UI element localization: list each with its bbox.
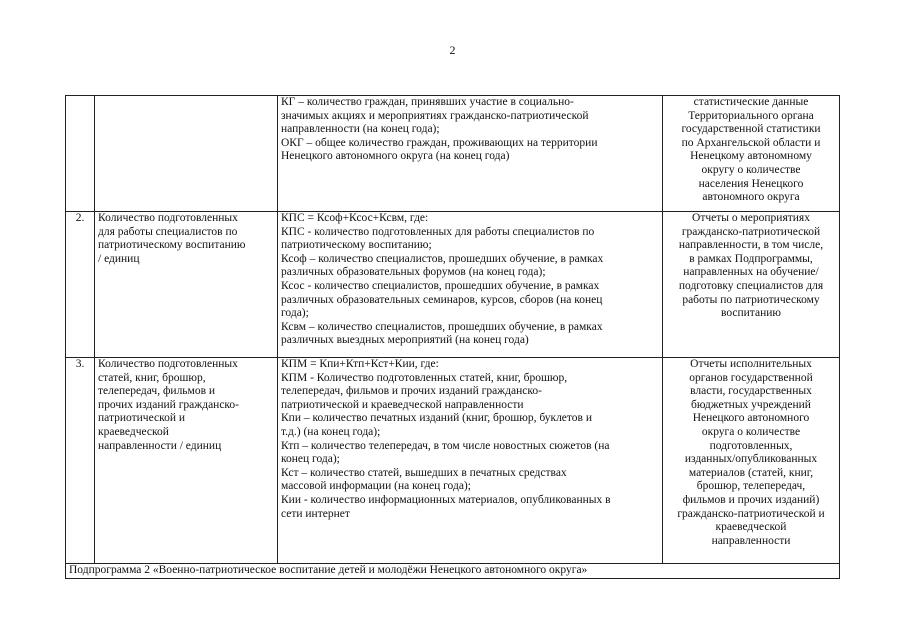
source-line: направленных на обучение/ — [683, 266, 819, 279]
source-line: округа о количестве — [701, 425, 801, 438]
table-row — [66, 96, 840, 212]
formula-line: Кпи – количество печатных изданий (книг, брошюр, буклетов и — [281, 412, 592, 425]
indicator-cell — [95, 358, 278, 564]
formula-line: КПС - количество подготовленных для работы специалистов по — [281, 225, 595, 238]
source-line: подготовку специалистов для — [678, 279, 824, 292]
formula-line: различных образовательных семинаров, курсов, сборов (на конец — [281, 293, 603, 306]
source-line: Отчеты исполнительных — [690, 358, 812, 370]
formula-line: Ненецкого автономного округа (на конец года) — [281, 150, 510, 163]
indicator-cell — [95, 96, 278, 212]
source-cell — [663, 96, 840, 212]
source-line: воспитанию — [721, 307, 781, 320]
formula-cell — [278, 96, 663, 212]
formula-line: патриотической и краеведческой направленности — [281, 398, 524, 411]
source-cell — [663, 212, 840, 358]
formula-line: т.д.) (на конец года); — [281, 425, 381, 438]
source-cell — [663, 358, 840, 564]
formula-line: Ксоф – количество специалистов, прошедших обучение, в рамках — [281, 252, 604, 265]
source-line: брошюр, телепередач, — [696, 480, 806, 493]
source-line: Отчеты о мероприятиях — [692, 212, 810, 224]
subprogram-row — [66, 564, 840, 579]
subprogram-title: Подпрограмма 2 «Военно-патриотическое воспитание детей и молодёжи Ненецкого автономного округа» — [66, 564, 840, 579]
source-line: статистические данные — [693, 96, 809, 108]
formula-cell — [278, 358, 663, 564]
indicator-line: направленности / единиц — [98, 439, 222, 452]
table-row — [66, 212, 840, 358]
source-line: фильмов и прочих изданий) — [682, 493, 820, 506]
formula-line: направленности (на конец года); — [281, 123, 440, 136]
source-line: материалов (статей, книг, — [688, 466, 814, 479]
formula-line: конец года); — [281, 453, 340, 466]
formula-cell — [278, 212, 663, 358]
row-number-cell: 2. — [66, 212, 95, 358]
table-row — [66, 358, 840, 564]
indicator-line: телепередач, фильмов и — [98, 385, 216, 398]
indicator-cell — [95, 212, 278, 358]
formula-line: Ктп – количество телепередач, в том числе новостных сюжетов (на — [281, 439, 610, 452]
indicator-line: прочих изданий гражданско- — [98, 398, 240, 411]
indicator-line: для работы специалистов по — [98, 225, 238, 238]
source-line: по Архангельской области и — [681, 136, 821, 149]
formula-line: Кии - количество информационных материалов, опубликованных в — [281, 493, 611, 506]
source-line: изданных/опубликованных — [684, 453, 818, 466]
formula-line: КПМ - Количество подготовленных статей, книг, брошюр, — [281, 371, 568, 384]
formula-line: различных выездных мероприятий (на конец года) — [281, 334, 529, 347]
formula-line: КГ – количество граждан, принявших участие в социально- — [281, 96, 574, 108]
indicator-line: статей, книг, брошюр, — [98, 371, 206, 384]
source-line: власти, государственных — [690, 385, 812, 398]
source-line: гражданско-патриотической и — [677, 507, 825, 520]
formula-line: ОКГ – общее количество граждан, проживающих на территории — [281, 136, 598, 149]
source-line: работы по патриотическому — [682, 293, 820, 306]
source-line: бюджетных учреждений — [691, 398, 811, 411]
formula-line: Кст – количество статей, вышедших в печатных средствах — [281, 466, 567, 479]
source-line: автономного округа — [702, 191, 800, 204]
formula-line: года); — [281, 307, 309, 320]
formula-line: КПС = Ксоф+Ксос+Ксвм, где: — [281, 212, 429, 224]
source-line: краеведческой — [715, 521, 787, 534]
source-line: Территориального органа — [688, 109, 814, 122]
formula-line: сети интернет — [281, 507, 350, 520]
formula-line: Ксвм – количество специалистов, прошедших обучение, в рамках — [281, 320, 603, 333]
indicator-line: Количество подготовленных — [98, 358, 238, 370]
source-line: направленности, в том числе, — [678, 239, 824, 252]
indicators-table — [65, 95, 840, 579]
source-line: подготовленных, — [709, 439, 793, 452]
source-line: направленности — [711, 534, 791, 547]
formula-line: патриотическому воспитанию; — [281, 239, 432, 252]
source-line: в рамках Подпрограммы, — [689, 252, 813, 265]
indicator-line: патриотической и — [98, 412, 186, 425]
row-number-cell — [66, 96, 95, 212]
source-line: гражданско-патриотической — [681, 225, 821, 238]
source-line: Ненецкого автономного — [692, 412, 810, 425]
indicator-line: патриотическому воспитанию — [98, 239, 246, 252]
page-number: 2 — [449, 43, 456, 57]
formula-line: массовой информации (на конец года); — [281, 480, 471, 493]
formula-line: различных образовательных форумов (на конец года); — [281, 266, 546, 279]
source-line: округу о количестве — [701, 163, 801, 176]
indicator-line: краеведческой — [98, 425, 169, 438]
source-line: государственной статистики — [681, 123, 821, 136]
source-line: Ненецкому автономному — [690, 150, 812, 163]
source-line: органов государственной — [689, 371, 813, 384]
formula-line: КПМ = Кпи+Ктп+Кст+Кии, где: — [281, 358, 439, 370]
source-line: населения Ненецкого — [698, 177, 804, 190]
indicator-line: Количество подготовленных — [98, 212, 238, 224]
indicator-line: / единиц — [98, 252, 140, 265]
formula-line: значимых акциях и мероприятиях гражданско-патриотической — [281, 109, 589, 122]
formula-line: Ксос - количество специалистов, прошедших обучение, в рамках — [281, 279, 600, 292]
row-number-cell: 3. — [66, 358, 95, 564]
formula-line: телепередач, фильмов и прочих изданий гражданско- — [281, 385, 542, 398]
